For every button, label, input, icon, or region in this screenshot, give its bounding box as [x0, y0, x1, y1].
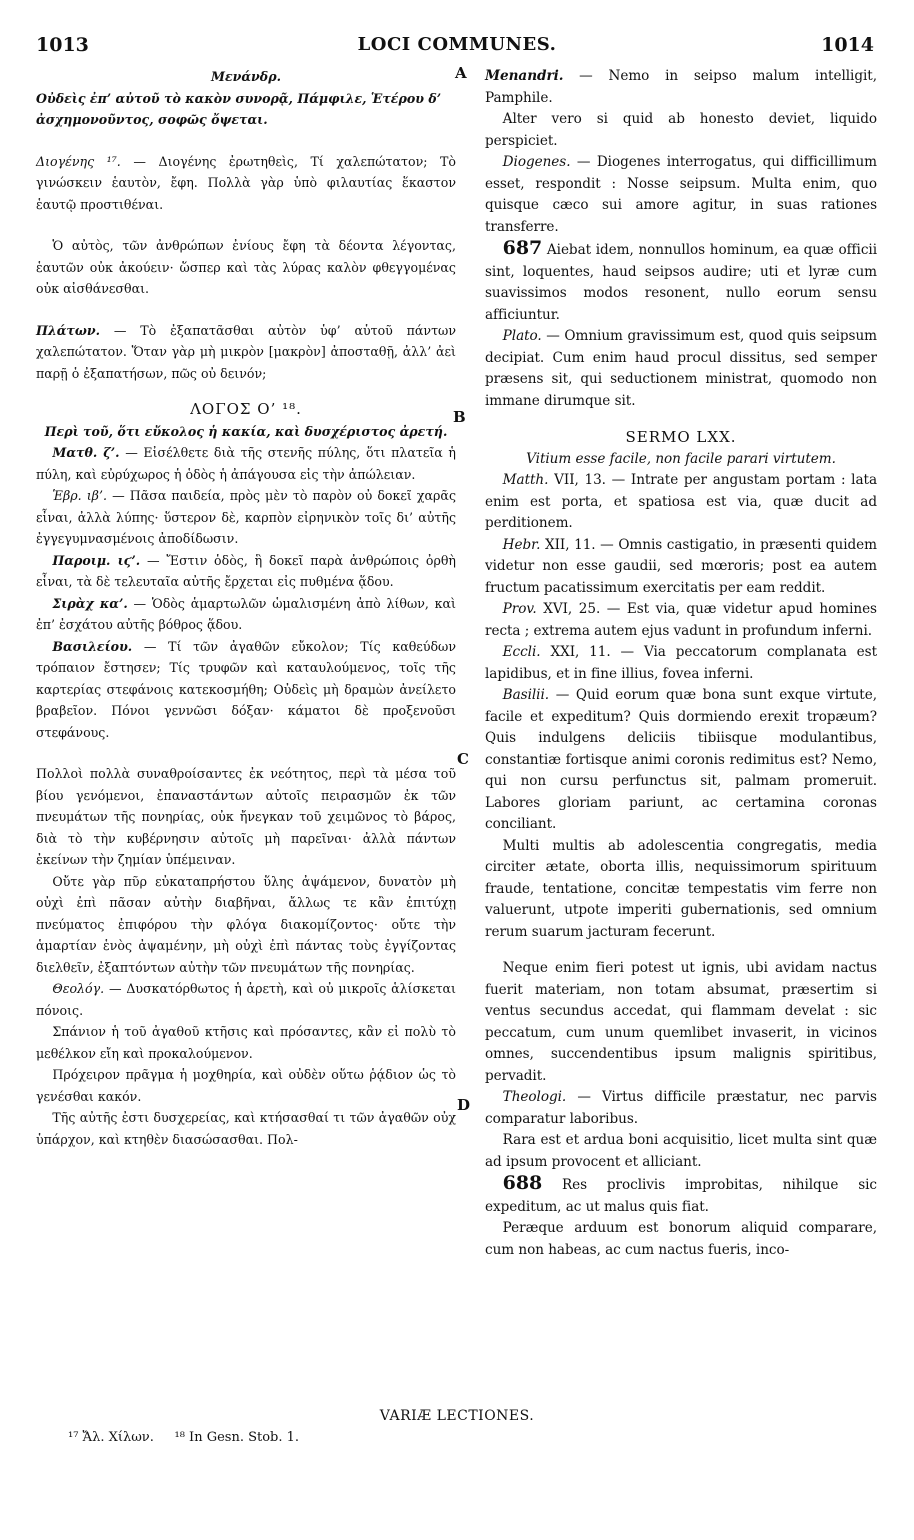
latin-text: XII, 11. — Omnis castigatio, in præsenti quidem videtur non esse gaudii, sed mœroris; post ea autem fructum pacatissimum exercitatis per eam reddit. — [485, 536, 877, 596]
latin-text: Aiebat idem, nonnullos hominum, ea quæ officii sint, loquentes, haud seipsos audire; uti et lyræ cum suavissimos modos resonent, nullo eorum sensu afficiuntur. — [485, 242, 877, 323]
latin-text: VII, 13. — Intrate per angustam portam : lata enim est porta, et spatiosa est via, quæ ducit ad perditionem. — [485, 472, 877, 531]
greek-text: — Τί τῶν ἀγαθῶν εὔκολον; Τίς καθεύδων τρόπαιον ἔστησεν; Τίς τρυφῶν καὶ καταυλούμενος, τοῖς τῆς καρτερίας στεφάνοις κατεκοσμήθη; Οὐδεὶς μὴ δραμὼν ἀνείλετο βραβεῖον. Πόνοι γεννῶσι δόξαν· κάματοι δὲ προξενοῦσι στεφάνους. — [36, 638, 456, 740]
latin-paragraph — [485, 1087, 877, 1130]
greek-paragraph — [36, 151, 456, 216]
greek-lead: Ματθ. ζ’. — [52, 445, 120, 460]
latin-lead: Basilii. — [502, 687, 550, 703]
latin-paragraph — [485, 326, 877, 412]
greek-paragraph — [36, 636, 456, 744]
latin-paragraph: Rara est et ardua boni acquisitio, licet multa sint quæ ad ipsum provocent et alliciant. — [485, 1132, 877, 1170]
latin-text: — Nemo in seipso malum intelligit, Pamphile. — [485, 68, 877, 106]
latin-paragraph: Neque enim fieri potest ut ignis, ubi avidam nactus fuerit materiam, non totam absumat, præsertim si ventus secundus accedat, qui flammam develat : sic peccatum, cum unum quemlibet invaserit, in vicinos omnes, succendentibus ipsum malignis spiritibus, pervadit. — [485, 960, 877, 1084]
latin-paragraph: Peræque arduum est bonorum aliquid comparare, cum non habeas, ac cum nactus fueris, inco- — [485, 1220, 877, 1258]
latin-paragraph — [485, 66, 877, 109]
latin-lead: Prov. — [502, 601, 537, 617]
greek-lead: Βασιλείου. — [52, 638, 133, 654]
latin-lead: Menandri. — [485, 68, 564, 84]
greek-lead: Πλάτων. — [36, 322, 101, 338]
greek-paragraph: Πολλοὶ πολλὰ συναθροίσαντες ἐκ νεότητος, περὶ τὰ μέσα τοῦ βίου γενόμενοι, ἐπαναστάντων αὐτοῖς πειρασμῶν ἐκ τῶν πνευμάτων τῆς πονηρίας, οὐκ ἤνεγκαν τοῦ χειμῶνος τὸ βάρος, διὰ τὸ τὴν κυβέρνησιν αὐτοῖς μὴ παρεῖναι· ἀλλὰ πάντων ἐκείνων τὴν ζημίαν ὑπέμειναν. — [36, 766, 456, 867]
latin-sermon-title: SERMO LXX. — [625, 428, 737, 446]
greek-text: — Ὁδὸς ἁμαρτωλῶν ὡμαλισμένη ἀπὸ λίθων, καὶ ἐπ’ ἐσχάτου αὐτῆς βόθρος ᾅδου. — [36, 595, 456, 632]
latin-text: — Virtus difficile præstatur, nec parvis comparatur laboribus. — [485, 1089, 877, 1127]
greek-paragraph — [36, 320, 456, 385]
greek-sermon-subtitle: Περὶ τοῦ, ὅτι εὔκολος ἡ κακία, καὶ δυσχέριστος ἀρετή. — [44, 423, 448, 439]
latin-text: — Diogenes interrogatus, qui difficillimum esset, respondit : Nosse seipsum. Multa enim, quo quisque cæco sui amore agitur, in suas rationes transferre. — [485, 154, 877, 235]
latin-lead: Eccli. — [502, 644, 541, 660]
variae-lectiones-title: VARIÆ LECTIONES. — [379, 1408, 535, 1424]
footnote-18: ¹⁸ In Gesn. Stob. 1. — [174, 1430, 300, 1445]
greek-paragraph — [36, 485, 456, 550]
latin-text: Res proclivis improbitas, nihilque sic expeditum, ac ut malus quis fiat. — [485, 1177, 877, 1215]
latin-paragraph — [485, 685, 877, 836]
latin-lead: Matth. — [502, 472, 549, 488]
greek-lead: Σιρὰχ κα’. — [52, 595, 128, 611]
latin-lead: Hebr. — [502, 536, 541, 553]
latin-paragraph — [485, 1173, 877, 1218]
latin-paragraph — [485, 535, 877, 600]
greek-column — [36, 66, 456, 1150]
latin-column — [485, 66, 877, 1261]
greek-lead: Διογένης ¹⁷. — [36, 153, 121, 169]
greek-sermon-title: ΛΟΓΟΣ Ο’ ¹⁸. — [190, 400, 302, 418]
running-title: LOCI COMMUNES. — [357, 34, 557, 55]
latin-lead: Theologi. — [502, 1089, 567, 1105]
greek-paragraph — [36, 978, 456, 1021]
latin-text: XVI, 25. — Est via, quæ videtur apud homines recta ; extrema autem ejus vadunt in profundum inferni. — [485, 601, 877, 639]
greek-paragraph — [36, 550, 456, 593]
greek-text: — Διογένης ἐρωτηθεὶς, Τί χαλεπώτατον; Τὸ γινώσκειν ἑαυτὸν, ἔφη. Πολλὰ γὰρ ὑπὸ φιλαυτίας ἕκαστον ἑαυτῷ προστιθέναι. — [36, 153, 456, 212]
greek-paragraph: Πρόχειρον πρᾶγμα ἡ μοχθηρία, καὶ οὐδὲν οὕτω ῥᾴδιον ὡς τὸ γενέσθαι κακόν. — [36, 1067, 456, 1104]
greek-text: — Ἔστιν ὁδὸς, ἣ δοκεῖ παρὰ ἀνθρώποις ὀρθὴ εἶναι, τὰ δὲ τελευταῖα αὐτῆς ἔρχεται εἰς πυθμένα ᾅδου. — [36, 552, 456, 589]
latin-paragraph — [485, 642, 877, 685]
column-number-688: 688 — [502, 1172, 543, 1194]
greek-text: — Δυσκατόρθωτος ἡ ἀρετὴ, καὶ οὐ μικροῖς ἁλίσκεται πόνοις. — [36, 981, 456, 1018]
greek-paragraph: Οὐδεὶς ἐπ’ αὐτοῦ τὸ κακὸν συνορᾷ, Πάμφιλε, Ἑτέρου δ’ ἀσχημονοῦντος, σοφῶς ὄψεται. — [36, 90, 442, 127]
greek-paragraph: Σπάνιον ἡ τοῦ ἀγαθοῦ κτῆσις καὶ πρόσαντες, κἂν εἰ πολὺ τὸ μεθέλκον εἴη καὶ προκαλούμενον. — [36, 1024, 456, 1061]
latin-paragraph — [485, 238, 877, 326]
greek-paragraph — [36, 593, 456, 636]
greek-text: — Τὸ ἐξαπατᾶσθαι αὐτὸν ὑφ’ αὑτοῦ πάντων χαλεπώτατον. Ὅταν γὰρ μὴ μικρὸν [μακρὸν] ἀποσταθῇ, ἀλλ’ ἀεὶ παρῇ ὁ ἐξαπατήσων, πῶς οὐ δεινόν; — [36, 322, 456, 381]
latin-paragraph: Alter vero si quid ab honesto deviet, liquido perspiciet. — [485, 111, 877, 149]
latin-paragraph — [485, 599, 877, 642]
latin-paragraph — [485, 152, 877, 238]
latin-text: XXI, 11. — Via peccatorum complanata est lapidibus, et in fine illius, fovea inferni. — [485, 644, 877, 682]
latin-text: — Omnium gravissimum est, quod quis seipsum decipiat. Cum enim haud procul dissitus, sed semper præsens sit, qui seductionem ministrat, quomodo non immane dirumque sit. — [485, 328, 877, 409]
margin-letter-a: A — [455, 64, 467, 82]
greek-lead-menander: Μενάνδρ. — [211, 69, 281, 84]
latin-lead: Plato. — [502, 328, 542, 344]
greek-paragraph: Οὔτε γὰρ πῦρ εὐκαταπρήστου ὕλης ἀψάμενον, δυνατὸν μὴ οὐχὶ ἐπὶ πᾶσαν αὐτὴν διαβῆναι, ἄλλως τε κἂν ἐπιτύχῃ πνεύματος ἐπιφόρου τὴν φλόγα διακομίζοντος· οὔτε τὴν ἁμαρτίαν ἑνὸς ἀψαμένην, μὴ οὐχὶ ἐπὶ πάντας τοὺς ἐγγίζοντας διελθεῖν, ἐξαπτόντων αὐτὴν τῶν πνευμάτων τῆς πονηρίας. — [36, 873, 456, 975]
greek-text: — Εἰσέλθετε διὰ τῆς στενῆς πύλης, ὅτι πλατεῖα ἡ πύλη, καὶ εὐρύχωρος ἡ ὁδὸς ἡ ἀπάγουσα εἰς τὴν ἀπώλειαν. — [36, 445, 456, 482]
column-number-687: 687 — [502, 237, 543, 259]
latin-paragraph — [485, 470, 877, 535]
footnotes — [68, 1430, 299, 1445]
greek-paragraph: Τῆς αὐτῆς ἐστι δυσχερείας, καὶ κτήσασθαί τι τῶν ἀγαθῶν οὐχ ὑπάρχον, καὶ κτηθὲν διασώσασθαι. Πολ- — [36, 1110, 456, 1147]
latin-lead: Diogenes. — [502, 154, 571, 170]
greek-lead: Θεολόγ. — [52, 981, 105, 996]
latin-sermon-subtitle: Vitium esse facile, non facile parari virtutem. — [526, 450, 836, 467]
greek-lead: Παροιμ. ιϛ’. — [52, 552, 141, 568]
greek-paragraph: Ὁ αὐτὸς, τῶν ἀνθρώπων ἐνίους ἔφη τὰ δέοντα λέγοντας, ἑαυτῶν οὐκ ἀκούειν· ὥσπερ καὶ τὰς λύρας καλὸν φθεγγομένας οὐκ αἰσθάνεσθαι. — [36, 238, 456, 296]
margin-letter-b: B — [453, 408, 466, 426]
page-number-left: 1013 — [36, 34, 89, 56]
greek-text: — Πᾶσα παιδεία, πρὸς μὲν τὸ παρὸν οὐ δοκεῖ χαρᾶς εἶναι, ἀλλὰ λύπης· ὕστερον δὲ, καρπὸν εἰρηνικὸν τοῖς δι’ αὐτῆς ἐγγεγυμνασμένοις ἀποδίδωσιν. — [36, 488, 456, 546]
greek-lead: Ἑβρ. ιβ’. — [52, 488, 107, 503]
page-number-right: 1014 — [821, 34, 874, 56]
greek-paragraph — [36, 442, 456, 485]
latin-paragraph: Multi multis ab adolescentia congregatis, media circiter ætate, oborta illis, nequissimorum spirituum fraude, tentatione, concitæ tempestatis vim ferre non valuerunt, utpote imperiti gubernationis, sed omnium rerum suarum jacturam fecerunt. — [485, 837, 877, 940]
latin-text: — Quid eorum quæ bona sunt exque virtute, facile et expeditum? Quis dormiendo erexit tropæum? Quis indulgens deliciis tibiisque modulantibus, constantiæ fortisque animi coronis redimitus est? Nemo, qui non cursu perfunctus sit, palmam promeruit. Labores gloriam pariunt, ac certamina coronas conciliant. — [485, 687, 877, 832]
margin-letter-d: D — [457, 1096, 471, 1114]
footnote-17: ¹⁷ Ἄλ. Χίλων. — [68, 1430, 154, 1445]
margin-letter-c: C — [457, 750, 469, 768]
